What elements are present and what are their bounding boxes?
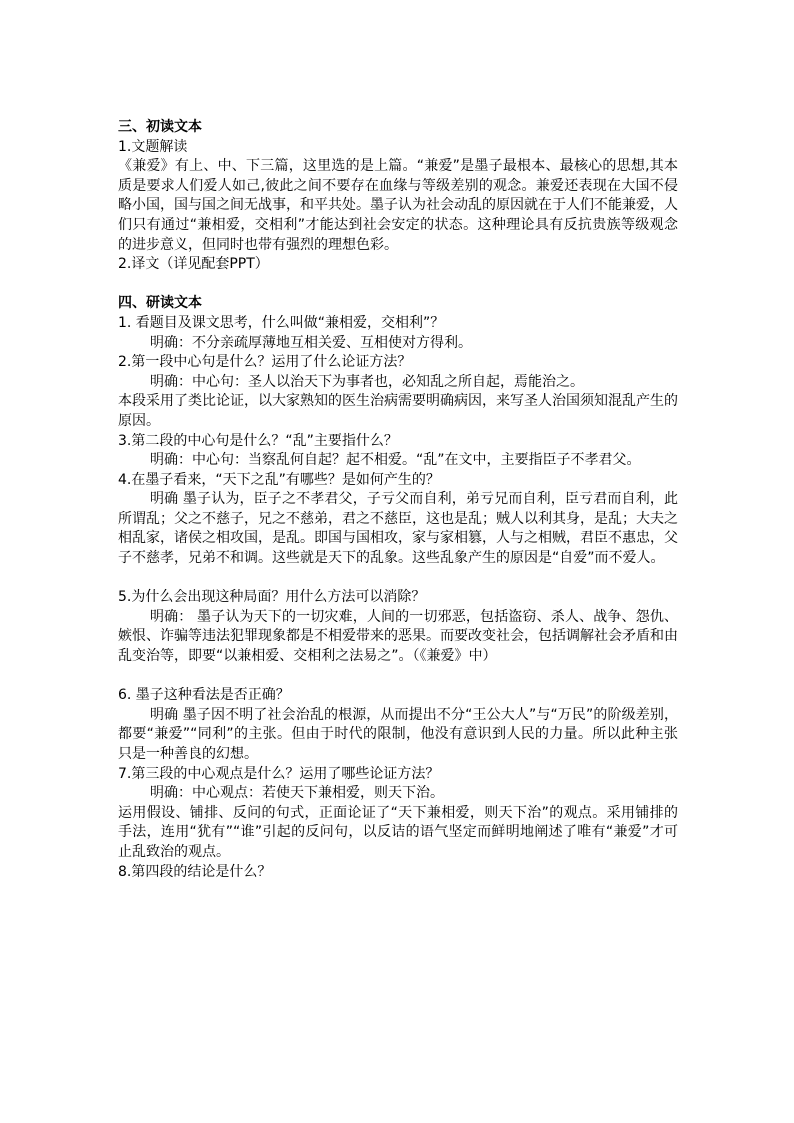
question: 4.在墨子看来，“天下之乱”有哪些？是如何产生的？ (118, 471, 440, 488)
paragraph: 运用假设、铺排、反问的句式，正面论证了“天下兼相爱，则天下治”的观点。采用铺排的手法，连用“犹有”“谁”引起的反问句，以反诘的语气坚定而鲜明地阐述了唯有“兼爱”才可止乱致治的观点。 (118, 804, 678, 860)
answer: 明确：中心句：当察乱何自起？起不相爱。“乱”在文中，主要指臣子不孝君父。 (150, 452, 641, 469)
question: 1. 看题目及课文思考，什么叫做“兼相爱，交相利”？ (118, 314, 445, 331)
paragraph: 《兼爱》有上、中、下三篇，这里选的是上篇。“兼爱”是墨子最根本、最核心的思想,其本质是要求人们爱人如己,彼此之间不要存在血缘与等级差别的观念。兼爱还表现在大国不侵略小国，国与国之间无战事，和平共处。墨子认为社会动乱的原因就在于人们不能兼爱，人们只有通过“兼相爱，交相利”才能达到社会安定的状态。这种理论具有反抗贵族等级观念的进步意义，但同时也带有强烈的理想色彩。 (118, 158, 678, 253)
answer: 明确：中心观点：若使天下兼相爱，则天下治。 (150, 785, 444, 802)
spacer (118, 569, 678, 589)
document-page (118, 118, 678, 882)
spacer (118, 667, 678, 687)
section-heading: 三、初读文本 (118, 119, 202, 135)
answer: 明确： 墨子认为天下的一切灾难，人间的一切邪恶，包括盗窃、杀人、战争、怨仇、嫉恨、诈骗等违法犯罪现象都是不相爱带来的恶果。而要改变社会，包括调解社会矛盾和由乱变治等，即要“以兼相爱、交相利之法易之”。（《兼爱》中） (118, 608, 678, 665)
subheading: 1.文题解读 (118, 138, 188, 155)
answer: 明确 墨子认为，臣子之不孝君父，子亏父而自利，弟亏兄而自利，臣亏君而自利，此所谓乱；父之不慈子，兄之不慈弟，君之不慈臣，这也是乱；贼人以利其身，是乱；大夫之相乱家，诸侯之相攻国，是乱。即国与国相攻，家与家相篡，人与之相贼，君臣不惠忠，父子不慈孝，兄弟不和调。这些就是天下的乱象。这些乱象产生的原因是“自爱”而不爱人。 (118, 491, 678, 567)
question: 2.第一段中心句是什么？运用了什么论证方法？ (118, 354, 412, 371)
spacer (118, 275, 678, 295)
section-heading: 四、研读文本 (118, 295, 202, 312)
question: 6. 墨子这种看法是否正确？ (118, 687, 290, 704)
paragraph: 本段采用了类比论证，以大家熟知的医生治病需要明确病因，来写圣人治国须知混乱产生的原因。 (118, 393, 678, 429)
answer: 明确 墨子因不明了社会治乱的根源，从而提出不分“王公大人”与“万民”的阶级差别，都要“兼爱”“同利”的主张。但由于时代的限制，他没有意识到人民的力量。所以此种主张只是一种善良的幻想。 (118, 706, 678, 762)
question: 8.第四段的结论是什么？ (118, 863, 272, 880)
question: 5.为什么会出现这种局面？用什么方法可以消除？ (118, 589, 426, 606)
question: 3.第二段的中心句是什么？“乱”主要指什么？ (118, 432, 398, 449)
subheading: 2.译文（详见配套PPT） (118, 256, 269, 273)
question: 7.第三段的中心观点是什么？运用了哪些论证方法？ (118, 765, 440, 782)
answer: 明确：不分亲疏厚薄地互相关爱、互相使对方得利。 (150, 334, 472, 351)
answer: 明确：中心句：圣人以治天下为事者也，必知乱之所自起，焉能治之。 (150, 373, 584, 390)
